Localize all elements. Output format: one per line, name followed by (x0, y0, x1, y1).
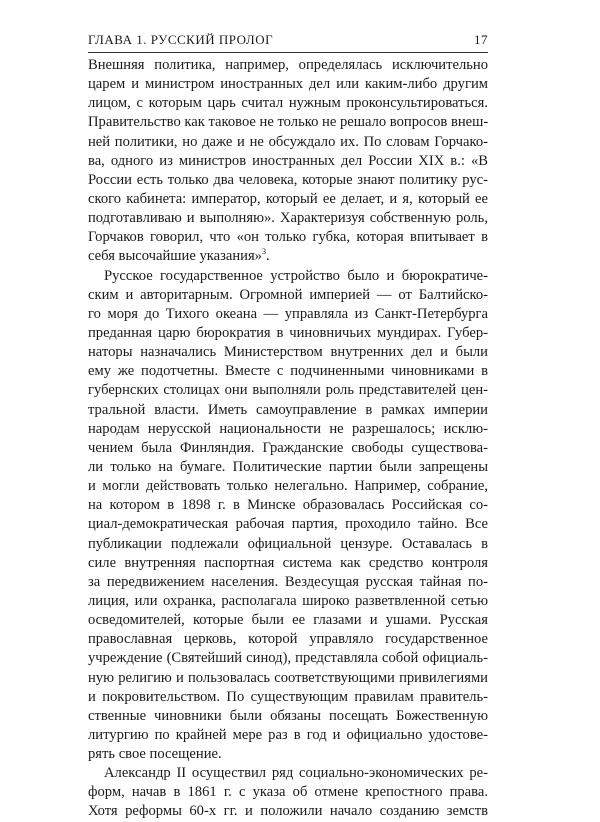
text-line: публикации подлежали официальной цензуре. Оставалась в (88, 535, 488, 552)
text-line: и могли действовать только нелегально. Например, собрание, (88, 478, 488, 495)
text-line: губернских столицах они выполняли роль представителей цен- (88, 382, 488, 399)
text-line: ва, одного из министров иностранных дел России XIX в.: «В (88, 152, 488, 169)
text-line: литургию по крайней мере раз в год и официально удостове- (88, 726, 488, 743)
text-line: народам нерусской национальности не разрешалось; исклю- (88, 420, 488, 437)
text-line: на котором в 1898 г. в Минске образовалась Российская со- (88, 497, 488, 514)
text-line: ную религию и пользовалась соответствующими привилегиями (88, 669, 488, 686)
text-line: подготавливаю и выполняю». Характеризуя собственную роль, (88, 210, 488, 227)
page-number: 17 (474, 32, 488, 47)
text-line: осведомителей, которые были ее глазами и ушами. Русская (88, 612, 488, 629)
text-line: за передвижением населения. Вездесущая русская тайная по- (88, 573, 488, 590)
text-line: учреждение (Святейший синод), представляла собой официаль- (88, 650, 488, 667)
footnote-marker[interactable]: 3 (261, 247, 266, 257)
paragraph-3 (88, 764, 488, 821)
text-line: чением была Финляндия. Гражданские свободы существова- (88, 439, 488, 456)
text-line: ского кабинета: император, который ее делает, и я, который ее (88, 190, 488, 207)
text-line: лиция, или охранка, располагала широко разветвленной сетью (88, 592, 488, 609)
text-line: православная церковь, которой управляло государственное (88, 631, 488, 648)
text-line: наторы назначались Министерством внутренних дел и были (88, 344, 488, 361)
text-line: царем и министром иностранных дел или каким-либо другим (88, 76, 488, 93)
text-line: преданная царю бюрократия в чиновничьих мундирах. Губер- (88, 324, 488, 341)
header-rule (88, 52, 488, 53)
text-line: и покровительством. По существующим правилам правитель- (88, 688, 488, 705)
text-line: тральной власти. Иметь самоуправление в рамках империи (88, 401, 488, 418)
text-line: ли только на бумаге. Политические партии были запрещены (88, 458, 488, 475)
text-line-last: рять свое посещение. (88, 746, 222, 763)
paragraph-2 (88, 267, 488, 765)
text-line: ским и авторитарным. Огромной империей — от Балтийско- (88, 286, 488, 303)
text-line: циал-демократическая рабочая партия, проходило тайно. Все (88, 516, 488, 533)
text-line: ней политики, но даже и не обсуждало их. По словам Горчако- (88, 133, 488, 150)
final-punctuation: . (265, 248, 270, 265)
text-line: ему же подотчетны. Вместе с подчиненными чиновниками в (88, 363, 488, 380)
text-line: России есть только два человека, которые знают политику рус- (88, 171, 488, 188)
text-line: силе внутренняя паспортная система как средство контроля (88, 554, 488, 571)
paragraph-1 (88, 56, 488, 267)
running-head (88, 30, 488, 50)
chapter-title: ГЛАВА 1. РУССКИЙ ПРОЛОГ (88, 32, 274, 47)
text-line: Хотя реформы 60-х гг. и положили начало созданию земств (88, 803, 488, 820)
text-line: лицом, с которым царь считал нужным проконсультироваться. (88, 95, 488, 112)
text-line: Правительство как таковое не только не решало вопросов внеш- (88, 114, 489, 131)
text-line: Александр II осуществил ряд социально-экономических ре- (104, 765, 488, 782)
text-line: Русское государственное устройство было и бюрократиче- (104, 267, 488, 284)
text-line: го моря до Тихого океана — управляла из Санкт-Петербурга (88, 305, 488, 322)
body-text (88, 56, 488, 822)
text-line-content: себя высочайшие указания» (88, 248, 262, 265)
text-line: ственные чиновники были обязаны посещать Божественную (88, 707, 488, 724)
text-line: Горчаков говорил, что «он только губка, которая впитывает в (88, 229, 488, 246)
text-line: форм, начав в 1861 г. с указа об отмене крепостного права. (88, 784, 488, 801)
text-line-last (88, 247, 488, 266)
text-line: Внешняя политика, например, определялась исключительно (88, 57, 488, 73)
